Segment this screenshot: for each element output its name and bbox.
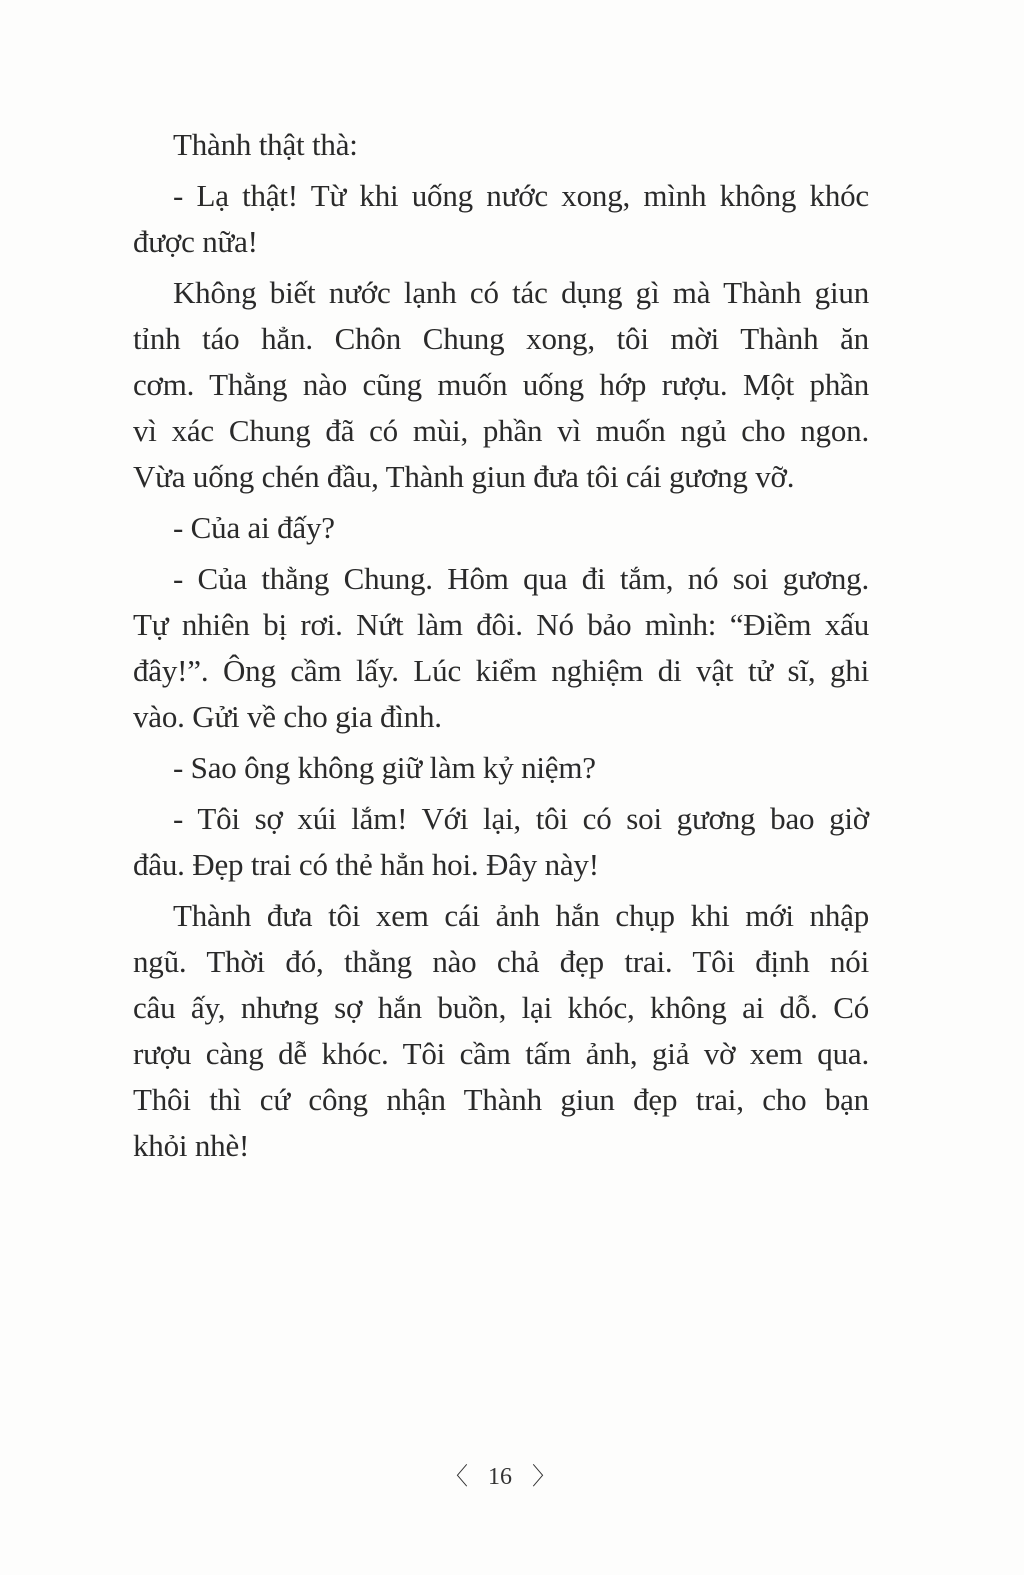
paragraph (133, 173, 869, 265)
text-line: Thành thật thà: (173, 127, 358, 162)
paragraph (133, 745, 869, 791)
text-line: được nữa! (133, 224, 258, 259)
paragraph (133, 122, 869, 168)
text-line: đâu. Đẹp trai có thẻ hẳn hoi. Đây này! (133, 847, 599, 882)
paragraph (133, 505, 869, 551)
text-line: tỉnh táo hẳn. Chôn Chung xong, tôi mời Thành ăn (133, 321, 869, 356)
text-line: Không biết nước lạnh có tác dụng gì mà Thành giun (173, 275, 869, 310)
text-line: Thôi thì cứ công nhận Thành giun đẹp trai, cho bạn (133, 1082, 869, 1117)
text-line: vào. Gửi về cho gia đình. (133, 699, 442, 734)
text-line: - Sao ông không giữ làm kỷ niệm? (173, 750, 596, 785)
paragraph (133, 556, 869, 740)
text-line: câu ấy, nhưng sợ hắn buồn, lại khóc, không ai dỗ. Có (133, 990, 869, 1025)
paragraph (133, 893, 869, 1169)
right-bracket-ornament: 〉 (532, 1464, 556, 1490)
text-line: - Tôi sợ xúi lắm! Với lại, tôi có soi gương bao giờ (173, 801, 869, 836)
left-bracket-ornament: 〈 (444, 1464, 468, 1490)
text-line: vì xác Chung đã có mùi, phần vì muốn ngủ cho ngon. (133, 413, 869, 448)
page-number-footer (0, 1456, 1000, 1491)
body-text (133, 122, 869, 1174)
text-line: khỏi nhè! (133, 1128, 250, 1163)
text-line: Vừa uống chén đầu, Thành giun đưa tôi cái gương vỡ. (133, 459, 795, 494)
text-line: Thành đưa tôi xem cái ảnh hắn chụp khi mới nhập (173, 898, 869, 933)
paragraph (133, 270, 869, 500)
text-line: - Lạ thật! Từ khi uống nước xong, mình không khóc (173, 178, 869, 213)
paragraph (133, 796, 869, 888)
text-line: - Của thằng Chung. Hôm qua đi tắm, nó soi gương. (173, 561, 869, 596)
text-line: - Của ai đấy? (173, 510, 335, 545)
text-line: rượu càng dễ khóc. Tôi cầm tấm ảnh, giả vờ xem qua. (133, 1036, 869, 1071)
text-line: ngũ. Thời đó, thằng nào chả đẹp trai. Tôi định nói (133, 944, 869, 979)
page-number: 16 (488, 1464, 512, 1490)
text-line: cơm. Thằng nào cũng muốn uống hớp rượu. Một phần (133, 367, 869, 402)
text-line: đây!”. Ông cầm lấy. Lúc kiểm nghiệm di vật tử sĩ, ghi (133, 653, 869, 688)
text-line: Tự nhiên bị rơi. Nứt làm đôi. Nó bảo mình: “Điềm xấu (133, 607, 869, 642)
